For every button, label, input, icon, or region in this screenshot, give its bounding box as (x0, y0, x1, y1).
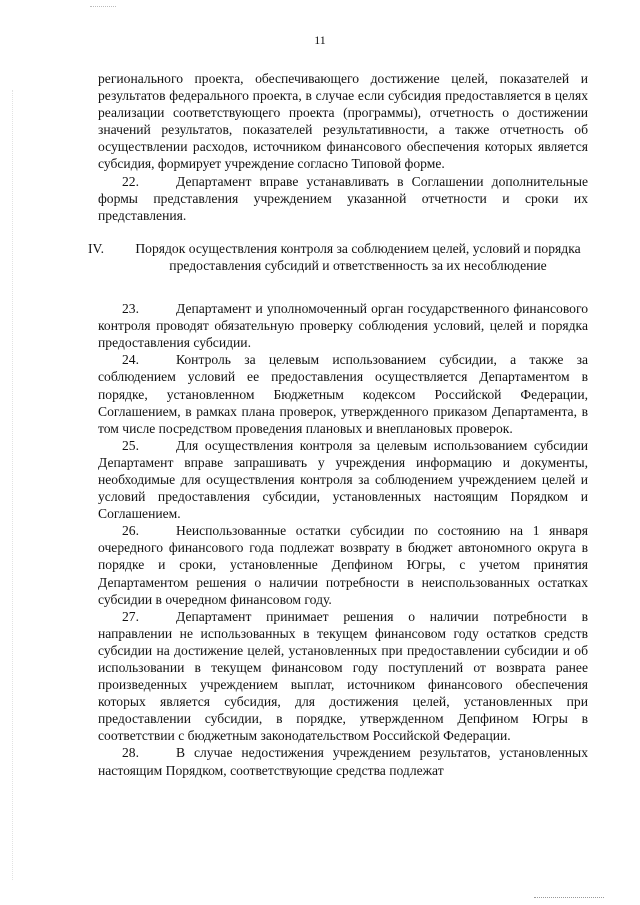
section-title: Порядок осуществления контроля за соблюдением целей, условий и порядка предоставления субсидий и ответственность за их несоблюдение (135, 240, 581, 273)
paragraph-text: Департамент принимает решения о наличии потребности в направлении не использованных в текущем финансовом году остатков средств субсидии на достижение целей, установленных при предоставлении субсидии и об использовании в текущем финансовом году поступлений от возврата ранее произведенных учреждением выплат, источником финансового обеспечения которых является субсидия, для достижения целей, установленных при предоставлении субсидии, в порядке, утвержденном Депфином Югры в соответствии с бюджетным законодательством Российской Федерации. (98, 608, 588, 744)
paragraph-23 (98, 300, 588, 351)
paragraph-22 (98, 173, 588, 224)
paragraph-text: регионального проекта, обеспечивающего достижение целей, показателей и результатов федерального проекта, в случае если субсидия предоставляется в целях реализации соответствующего проекта (программы), отчетность о достижении значений результатов, показателей результативности, а также отчетность об осуществлении расходов, источником финансового обеспечения которых является субсидия, формирует учреждение согласно Типовой форме. (98, 71, 588, 172)
paragraph-28 (98, 744, 588, 778)
paragraph-number: 22. (122, 173, 139, 189)
page-number: 11 (314, 33, 326, 47)
paragraph-text: В случае недостижения учреждением результатов, установленных настоящим Порядком, соответствующие средства подлежат (98, 745, 588, 778)
paragraph-continuation (98, 70, 588, 173)
scan-artifact-top (90, 6, 116, 8)
scan-artifact-edge (12, 90, 14, 880)
paragraph-24 (98, 351, 588, 436)
paragraph-number: 23. (122, 301, 139, 317)
paragraph-text: Контроль за целевым использованием субсидии, а также за соблюдением условий ее предоставления осуществляется Департаментом в порядке, установленном Бюджетным кодексом Российской Федерации, Соглашением, в рамках плана проверок, утвержденного приказом Департамента, в том числе посредством проведения плановых и внеплановых проверок. (98, 352, 588, 436)
paragraph-number: 28. (122, 745, 139, 761)
paragraph-26 (98, 522, 588, 607)
paragraph-number: 26. (122, 523, 139, 539)
paragraph-text: Неиспользованные остатки субсидии по состоянию на 1 января очередного финансового года подлежат возврату в бюджет автономного округа в порядке и сроки, установленные Депфином Югры, с учетом принятия Департаментом решения о наличии потребности в неиспользованных остатках субсидии в очередном финансовом году. (98, 523, 588, 607)
paragraph-number: 25. (122, 437, 139, 453)
paragraph-text: Департамент вправе устанавливать в Соглашении дополнительные формы представления учреждением указанной отчетности и сроки их представления. (98, 173, 588, 223)
paragraph-number: 27. (122, 608, 139, 624)
scan-artifact-bottom (534, 897, 604, 899)
paragraph-number: 24. (122, 352, 139, 368)
document-body (88, 70, 588, 779)
section-number: IV. (88, 240, 104, 256)
section-heading (88, 240, 588, 274)
paragraph-text: Департамент и уполномоченный орган государственного финансового контроля проводят обязательную проверку соблюдения условий, целей и порядка предоставления субсидии. (98, 301, 588, 351)
paragraph-text: Для осуществления контроля за целевым использованием субсидии Департамент вправе запрашивать у учреждения информацию и документы, необходимые для осуществления контроля за соблюдением учреждением целей и условий предоставления субсидии, установленных настоящим Порядком и Соглашением. (98, 437, 588, 522)
paragraph-27 (98, 608, 588, 745)
paragraph-25 (98, 437, 588, 522)
